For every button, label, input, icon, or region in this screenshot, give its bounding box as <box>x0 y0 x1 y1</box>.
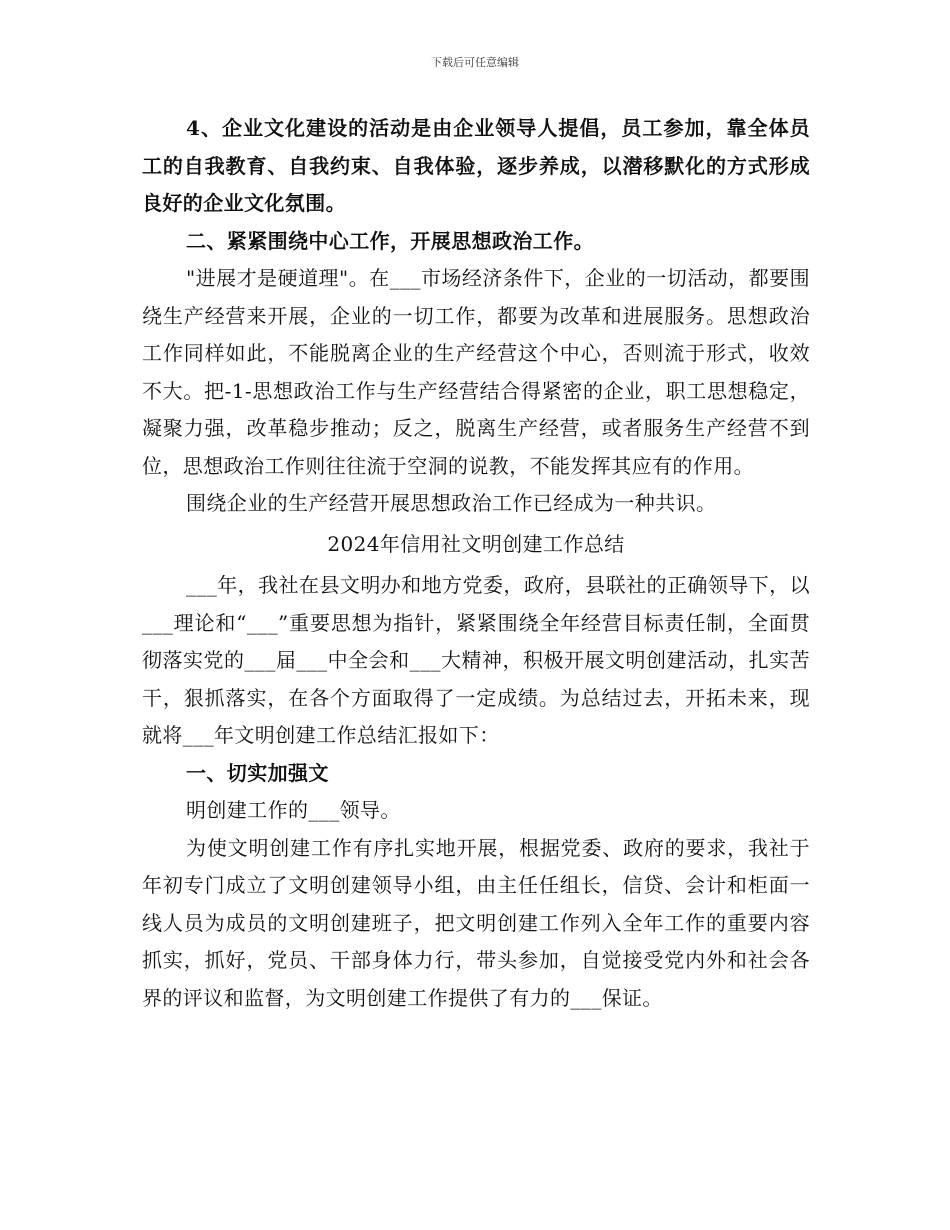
paragraph-leadership-line: 明创建工作的___领导。 <box>186 798 401 822</box>
paragraph-development-principle: "进展才是硬道理"。在___市场经济条件下，企业的一切活动，都要围绕生产经营来开展，企业的一切工作，都要为改革和进展服务。思想政治工作同样如此，不能脱离企业的生产经营这个中心，否则流于形式，收效不大。把-1-思想政治工作与生产经营结合得紧密的企业，职工思想稳定，凝聚力强，改革稳步推动；反之，脱离生产经营，或者服务生产经营不到位，思想政治工作则往往流于空洞的说教，不能发挥其应有的作用。 <box>142 266 810 478</box>
section-heading-strengthen: 一、切实加强文 <box>186 760 329 785</box>
page-header-note: 下载后可任意编辑 <box>431 56 519 69</box>
paragraph-consensus: 围绕企业的生产经营开展思想政治工作已经成为一种共识。 <box>186 491 717 515</box>
paragraph-leadership-group: 为使文明创建工作有序扎实地开展，根据党委、政府的要求，我社于年初专门成立了文明创建领导小组，由主任任组长，信贷、会计和柜面一线人员为成员的文明创建班子，把文明创建工作列入全年工作的重要内容抓实，抓好，党员、干部身体力行，带头参加，自觉接受党内外和社会各界的评议和监督，为文明创建工作提供了有力的___保证。 <box>142 835 810 1010</box>
document-title: 2024年信用社文明创建工作总结 <box>327 531 625 556</box>
section-heading-political-work: 二、紧紧围绕中心工作，开展思想政治工作。 <box>186 228 594 253</box>
paragraph-summary-intro: ___年，我社在县文明办和地方党委，政府，县联社的正确领导下，以___理论和“___”重要思想为指针，紧紧围绕全年经营目标责任制，全面贯彻落实党的___届___中全会和___大精神，积极开展文明创建活动，扎实苦干，狠抓落实，在各个方面取得了一定成绩。为总结过去，开拓未来，现就将___年文明创建工作总结汇报如下： <box>142 573 810 747</box>
document-body <box>142 110 810 1017</box>
paragraph-culture-activity: 4、企业文化建设的活动是由企业领导人提倡，员工参加，靠全体员工的自我教育、自我约束、自我体验，逐步养成，以潜移默化的方式形成良好的企业文化氛围。 <box>142 116 810 215</box>
